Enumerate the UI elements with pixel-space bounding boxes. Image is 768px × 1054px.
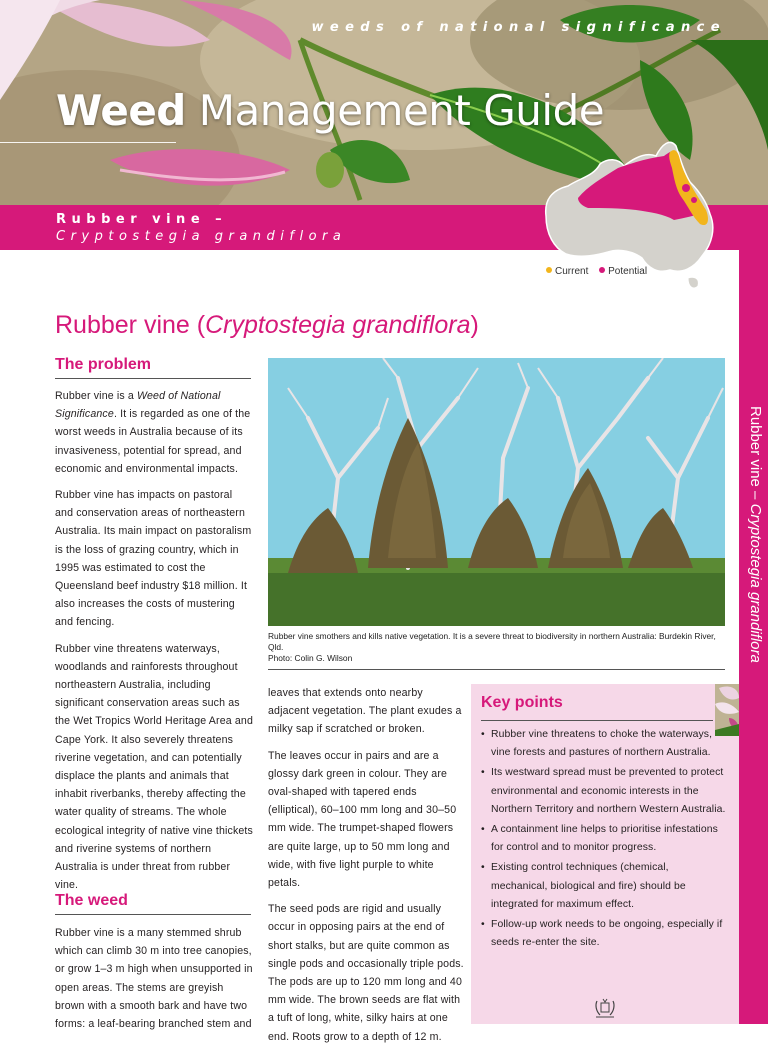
side-tab-text	[747, 406, 764, 906]
rubber-vine-photo	[268, 358, 725, 626]
side-tab-common: Rubber vine –	[747, 406, 764, 500]
problem-column	[55, 387, 253, 902]
key-points-heading: Key points	[481, 694, 563, 711]
problem-paragraph-2: Rubber vine has impacts on pastoral and conservation areas of northeastern Australia. Its main impact on pastoralism is the loss of grazing country, which in 1995 was estimated to cost the Queensland beef industry $18 million. It also increases the costs of mustering and fencing.	[55, 489, 252, 629]
legend-current-swatch	[546, 267, 552, 273]
legend-current-label: Current	[555, 266, 589, 277]
key-points-rule	[481, 720, 713, 721]
page-title-close: )	[470, 311, 479, 339]
problem-p1-italic: Weed of National Significance	[55, 390, 221, 421]
weed-paragraph-3: The leaves occur in pairs and are a glossy dark green in colour. They are oval-shaped with tapered ends (elliptical), 60–100 mm long and 30–50 mm wide. The trumpet-shaped flowers are quite large, up to 50 mm long and wide, with five light purple to white petals.	[268, 749, 457, 890]
page-title-plain: Rubber vine (	[55, 311, 206, 339]
problem-heading-rule	[55, 378, 251, 379]
weed-heading: The weed	[55, 892, 128, 909]
legend-potential-label: Potential	[608, 266, 648, 277]
weed-paragraph-1: Rubber vine is a many stemmed shrub which can climb 30 m into tree canopies, or grow 1–3 m high when unsupported in open areas. The stems are greyish brown with a smooth bark and have two forms: a leaf-bearing branched stem and	[55, 927, 253, 1031]
key-points-list	[479, 726, 727, 954]
problem-paragraph-1	[55, 387, 253, 478]
weed-column-2	[268, 684, 464, 1054]
guide-title	[56, 86, 604, 135]
page-title-italic: Cryptostegia grandiflora	[205, 311, 471, 339]
photo-credit: Photo: Colin G. Wilson	[268, 653, 353, 663]
guide-title-rest: Management Guide	[185, 86, 605, 135]
legend-potential	[599, 266, 647, 277]
weed-paragraph-2: leaves that extends onto nearby adjacent vegetation. The plant exudes a milky sap if scratched or broken.	[268, 687, 462, 736]
series-name: weeds of national significance	[311, 20, 726, 35]
flower-thumbnail	[715, 684, 739, 736]
photo-caption	[268, 631, 728, 664]
map-legend	[546, 266, 655, 277]
problem-heading: The problem	[55, 356, 152, 373]
weed-heading-rule	[55, 914, 251, 915]
species-common-name: Rubber vine –	[56, 212, 228, 227]
title-underline	[0, 142, 176, 143]
species-latin-name: Cryptostegia grandiflora	[56, 229, 347, 244]
photo-caption-text: Rubber vine smothers and kills native vegetation. It is a severe threat to biodiversity in northern Australia: Burdekin River, Qld.	[268, 631, 716, 652]
caption-rule	[268, 669, 725, 670]
problem-paragraph-3: Rubber vine threatens waterways, woodlands and rainforests throughout northeastern Australia, including significant conservation areas such as the Wet Tropics World Heritage Area and Cape York. It also severely threatens riverine vegetation, and can potentially displace the plants and animals that inhabit riverbanks, thereby affecting the water quality of streams. The whole ecological integrity of native vine thickets and riverine systems of northern Australia is under threat from rubber vine.	[55, 642, 254, 892]
page-title	[55, 311, 479, 340]
key-point-item: • A containment line helps to prioritise infestations for control and to monitor progress.	[479, 821, 727, 857]
legend-potential-swatch	[599, 267, 605, 273]
key-point-item: • Its westward spread must be prevented to protect environmental and economic interests in the Northern Territory and northern Western Australia.	[479, 764, 727, 819]
key-point-item: • Follow-up work needs to be ongoing, especially if seeds re-enter the site.	[479, 916, 727, 952]
photo-illustration	[268, 358, 725, 626]
key-point-item: • Existing control techniques (chemical, mechanical, biological and fire) should be integrated for maximum effect.	[479, 859, 727, 914]
guide-title-bold: Weed	[56, 86, 186, 135]
side-tab-latin: Cryptostegia grandiflora	[747, 503, 764, 663]
problem-p1-b: . It is regarded as one of the worst weeds in Australia because of its invasiveness, potential for spread, and economic and environmental impacts.	[55, 408, 251, 475]
problem-p1-a: Rubber vine is a	[55, 390, 138, 402]
tasmania-outline	[688, 277, 698, 288]
legend-current	[546, 266, 588, 277]
side-tab	[739, 234, 768, 1024]
key-point-item: • Rubber vine threatens to choke the waterways, vine forests and pastures of northern Australia.	[479, 726, 727, 762]
key-points-box	[471, 684, 739, 1024]
flower-thumbnail-image	[715, 684, 739, 736]
weed-paragraph-4: The seed pods are rigid and usually occur in opposing pairs at the end of short stalks, but are quite common as single pods and occasionally triple pods. The pods are up to 120 mm long and 40 mm wide. The brown seeds are flat with a tuft of long, white, silky hairs at one end. Roots grow to a depth of 12 m.	[268, 903, 464, 1043]
coat-of-arms-logo	[592, 997, 618, 1019]
